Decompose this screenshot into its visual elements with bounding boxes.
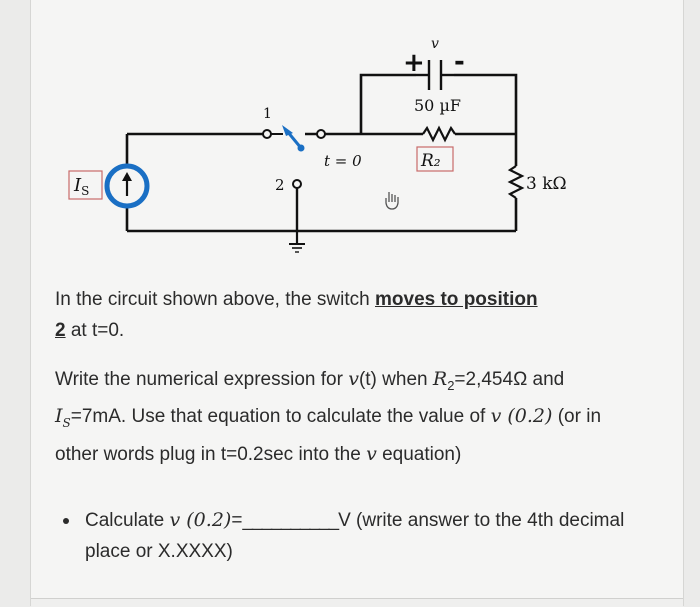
- ground-icon: [289, 231, 305, 252]
- wire-cap-right: [454, 75, 516, 134]
- cap-plus-sign: +: [403, 48, 425, 78]
- r3-resistor-symbol: [510, 166, 522, 198]
- switch-pos2-label: 2: [275, 176, 285, 194]
- current-arrow-icon: [122, 172, 132, 181]
- cap-voltage-label: v: [431, 36, 439, 52]
- question-paragraph-2: Write the numerical expression for v(t) when $R_2=2,454\Omega$ and $I_S=7mA$. Use that equation to calculate the value of v (0.2) (or in other words plug in t=0.2sec into the v equation): [55, 368, 602, 465]
- switch-pos1-label: 1: [263, 106, 272, 122]
- cap-value-label: 50 µF: [414, 96, 461, 115]
- question-panel: [30, 0, 684, 606]
- switch-common-terminal: [317, 130, 325, 138]
- bullet-dot-icon: [63, 518, 69, 524]
- r2-resistor-symbol: [423, 128, 455, 140]
- switch-time-label: t = 0: [324, 152, 362, 170]
- r3-value-label: 3 kΩ: [526, 174, 567, 194]
- question-paragraph-1: In the circuit shown above, the switch moves to position 2 at t=0.: [55, 289, 538, 341]
- source-label: $I_S$: [74, 175, 90, 198]
- hand-cursor-icon: [386, 192, 398, 209]
- circuit-diagram: [31, 0, 683, 280]
- r2-label: R₂: [421, 151, 441, 171]
- switch-terminal-2: [293, 180, 301, 188]
- wire-cap-branch: [361, 75, 416, 134]
- answer-bullet: Calculate v (0.2)=__________V (write answer to the 4th decimal place or X.XXXX): [63, 505, 633, 567]
- cap-minus-sign: -: [454, 47, 465, 77]
- answer-blank[interactable]: __________: [242, 510, 339, 531]
- switch-terminal-1: [263, 130, 271, 138]
